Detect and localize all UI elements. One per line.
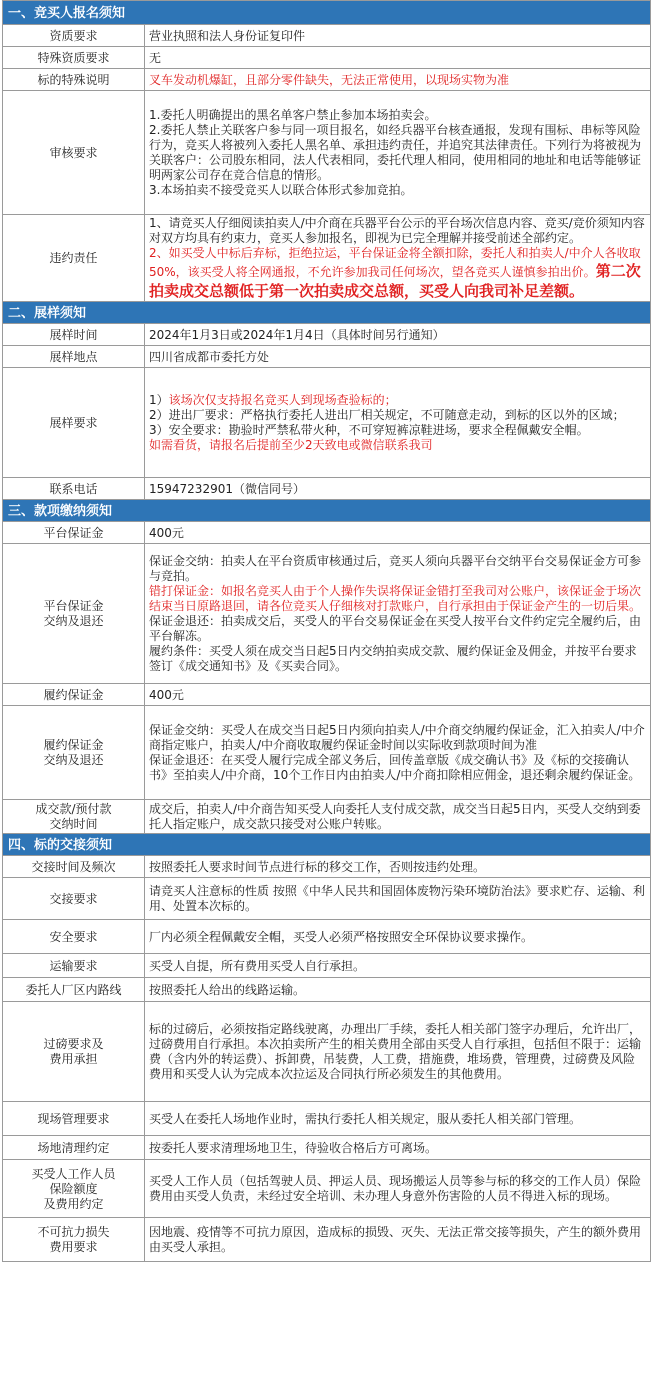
row-label-line: 过磅要求及 [43,1037,104,1051]
content-emphasis: 该场次仅支持报名竞买人到现场查验标的； [168,393,397,407]
content-paragraph: 营业执照和法人身份证复印件 [149,28,306,43]
content-paragraph: 保证金交纳：买受人在成交当日起5日内须向拍卖人/中介商交纳履约保证金，汇入拍卖人/中介商指定账户，拍卖人/中介商收取履约保证金时间以实际收到款项时间为准 [149,723,645,752]
row-content [145,978,651,1002]
section-header-row [3,500,651,522]
content-paragraph: 按委托人要求清理场地卫生，待验收合格后方可离场。 [149,1140,438,1155]
table-row [3,346,651,368]
row-label: 履约保证金 [3,684,145,706]
row-label: 标的特殊说明 [3,69,145,91]
row-label [3,1002,145,1102]
table-row [3,1102,651,1136]
row-content [145,69,651,91]
content-paragraph: 400元 [149,687,184,702]
row-content [145,878,651,920]
row-content [145,368,651,478]
row-content [145,706,651,800]
row-content [145,544,651,684]
row-content [145,1218,651,1262]
content-paragraph: 15947232901（微信同号） [149,481,305,496]
table-row [3,1002,651,1102]
table-row [3,954,651,978]
content-paragraph: 四川省成都市委托方处 [149,349,270,364]
row-label-line: 费用承担 [49,1052,98,1066]
row-label: 审核要求 [3,91,145,215]
section-header-row [3,302,651,324]
content-paragraph: 如需看货，请报名后提前至少2天致电或微信联系我司 [149,438,433,452]
table-row [3,856,651,878]
table-row [3,1136,651,1160]
row-label: 展样要求 [3,368,145,478]
table-row [3,478,651,500]
row-content [145,920,651,954]
table-row [3,25,651,47]
content-paragraph: 保证金退还：拍卖成交后，买受人的平台交易保证金在买受人按平台文件约定完全履约后，由平台解冻。 [149,614,642,643]
table-row [3,684,651,706]
content-paragraph: 成交后，拍卖人/中介商告知买受人向委托人支付成交款，成交当日起5日内，买受人交纳到委托人指定账户，成交款只接受对公账户转账。 [149,802,641,831]
row-content [145,478,651,500]
section-header-row [3,1,651,25]
content-paragraph: 请竞买人注意标的性质 按照《中华人民共和国固体废物污染环境防治法》要求贮存、运输、利用、处置本次标的。 [149,884,645,913]
row-label [3,800,145,834]
row-label: 资质要求 [3,25,145,47]
row-content [145,1136,651,1160]
section-title: 一、竞买人报名须知 [3,1,651,25]
table-body [3,1,651,1262]
content-paragraph: 1）该场次仅支持报名竞买人到现场查验标的； [149,393,397,407]
table-row [3,978,651,1002]
section-header-row [3,834,651,856]
row-content [145,684,651,706]
section-title: 三、款项缴纳须知 [3,500,651,522]
content-paragraph: 买受人在委托人场地作业时，需执行委托人相关规定，服从委托人相关部门管理。 [149,1111,582,1126]
section-title: 二、展样须知 [3,302,651,324]
content-paragraph: 按照委托人要求时间节点进行标的移交工作，否则按违约处理。 [149,859,486,874]
content-paragraph: 保证金退还：在买受人履行完成全部义务后，回传盖章版《成交确认书》及《标的交接确认书》至拍卖人/中介商，10个工作日内由拍卖人/中介商扣除相应佣金，退还剩余履约保证金。 [149,753,641,782]
row-content [145,800,651,834]
table-row [3,800,651,834]
row-label [3,544,145,684]
row-label [3,706,145,800]
content-paragraph: 2、如买受人中标后弃标，拒绝拉运，平台保证金将全额扣除，委托人和拍卖人/中介人各收取50%，该买受人将全网通报，不允许参加我司任何场次，望各竞买人谨慎参拍出价。第二次拍卖成交总额低于第一次拍卖成交总额，买受人向我司补足差额。 [149,246,641,300]
content-paragraph: 履约条件：买受人须在成交当日起5日内交纳拍卖成交款、履约保证金及佣金，并按平台要求签订《成交通知书》及《买卖合同》。 [149,644,637,673]
content-paragraph: 400元 [149,525,184,540]
content-paragraph: 买受人自提，所有费用买受人自行承担。 [149,958,366,973]
row-label-line: 交纳及退还 [43,753,104,767]
row-content [145,47,651,69]
row-label [3,1160,145,1218]
row-label: 特殊资质要求 [3,47,145,69]
row-label: 运输要求 [3,954,145,978]
content-paragraph: 标的过磅后，必须按指定路线驶离，办理出厂手续，委托人相关部门签字办理后，允许出厂，过磅费用自行承担。本次拍卖所产生的相关费用全部由买受人自行承担，包括但不限于：运输费（含内外的转运费）、拆卸费，吊装费，人工费，措施费，堆场费，管理费，过磅费及风险费用和买受人认为完成本次拉运及合同执行所必须发生的其他费用。 [149,1022,642,1081]
row-content [145,324,651,346]
row-label-line: 买受人工作人员 [31,1166,116,1181]
row-label: 安全要求 [3,920,145,954]
content-paragraph: 2.委托人禁止关联客户参与同一项目报名，如经兵器平台核查通报，发现有围标、串标等风险行为，竞买人将被列入委托人黑名单、承担违约责任，并追究其法律责任。下列行为将被视为关联客户：公司股东相同，法人代表相同，委托代理人相同，使用相同的地址和电话等能够证明两家公司存在竞合信息的情形。 [149,123,642,182]
row-label: 委托人厂区内路线 [3,978,145,1002]
content-paragraph: 3.本场拍卖不接受竞买人以联合体形式参加竞拍。 [149,183,413,197]
row-label-line: 及费用约定 [43,1196,104,1211]
row-content [145,215,651,302]
row-content [145,346,651,368]
row-content [145,91,651,215]
table-row [3,920,651,954]
content-emphasis: 第二次拍卖成交总额低于第一次拍卖成交总额，买受人向我司补足差额。 [149,262,641,300]
content-paragraph: 保证金交纳：拍卖人在平台资质审核通过后，竞买人须向兵器平台交纳平台交易保证金方可参与竞拍。 [149,554,642,583]
row-label-line: 成交款/预付款 [35,802,112,816]
content-paragraph: 1.委托人明确提出的黑名单客户禁止参加本场拍卖会。 [149,108,437,122]
content-paragraph: 2）进出厂要求：严格执行委托人进出厂相关规定，不可随意走动，到标的区以外的区域； [149,408,625,422]
row-label: 联系电话 [3,478,145,500]
table-row [3,215,651,302]
row-label: 交接时间及频次 [3,856,145,878]
row-content [145,1160,651,1218]
row-label: 平台保证金 [3,522,145,544]
row-content [145,25,651,47]
table-row [3,47,651,69]
content-paragraph: 按照委托人给出的线路运输。 [149,982,306,997]
row-content [145,856,651,878]
row-content [145,522,651,544]
table-row [3,91,651,215]
content-paragraph: 因地震、疫情等不可抗力原因，造成标的损毁、灭失、无法正常交接等损失，产生的额外费用由买受人承担。 [149,1225,642,1254]
table-row [3,1160,651,1218]
table-row [3,69,651,91]
row-content [145,1002,651,1102]
row-label: 违约责任 [3,215,145,302]
content-paragraph: 错打保证金：如报名竞买人由于个人操作失误将保证金错打至我司对公账户，该保证金于场次结束当日原路退回，请各位竞买人仔细核对打款账户，自行承担由于保证金产生的一切后果。 [149,584,642,613]
row-content [145,954,651,978]
content-paragraph: 无 [149,50,162,65]
content-paragraph: 2024年1月3日或2024年1月4日（具体时间另行通知） [149,327,445,342]
row-label: 场地清理约定 [3,1136,145,1160]
section-title: 四、标的交接须知 [3,834,651,856]
table-row [3,878,651,920]
content-paragraph: 1、请竞买人仔细阅读拍卖人/中介商在兵器平台公示的平台场次信息内容、竞买/竞价须知内容对双方均具有约束力，竞买人参加报名，即视为已完全理解并接受前述全部约定。 [149,216,645,245]
content-paragraph: 买受人工作人员（包括驾驶人员、押运人员、现场搬运人员等参与标的移交的工作人员）保险费用由买受人负责，未经过安全培训、未办理人身意外伤害险的人员不得进入标的现场。 [149,1174,642,1203]
content-paragraph: 叉车发动机爆缸，且部分零件缺失，无法正常使用，以现场实物为准 [149,72,510,87]
row-label-line: 保险额度 [49,1181,98,1196]
table-row [3,1218,651,1262]
row-label [3,1218,145,1262]
row-content [145,1102,651,1136]
row-label-line: 平台保证金 [43,599,104,613]
row-label-line: 不可抗力损失 [37,1225,110,1239]
table-row [3,522,651,544]
row-label-line: 履约保证金 [43,738,104,752]
table-row [3,324,651,346]
row-label: 展样时间 [3,324,145,346]
content-paragraph: 3）安全要求：勘验时严禁私带火种，不可穿短裤凉鞋进场，要求全程佩戴安全帽。 [149,423,589,437]
row-label: 展样地点 [3,346,145,368]
row-label-line: 费用要求 [49,1240,98,1254]
auction-notice-table [2,0,651,1262]
row-label-line: 交纳时间 [49,817,98,831]
table-row [3,706,651,800]
row-label-line: 交纳及退还 [43,614,104,628]
table-row [3,368,651,478]
row-label: 交接要求 [3,878,145,920]
content-paragraph: 厂内必须全程佩戴安全帽，买受人必须严格按照安全环保协议要求操作。 [149,929,534,944]
table-row [3,544,651,684]
row-label: 现场管理要求 [3,1102,145,1136]
